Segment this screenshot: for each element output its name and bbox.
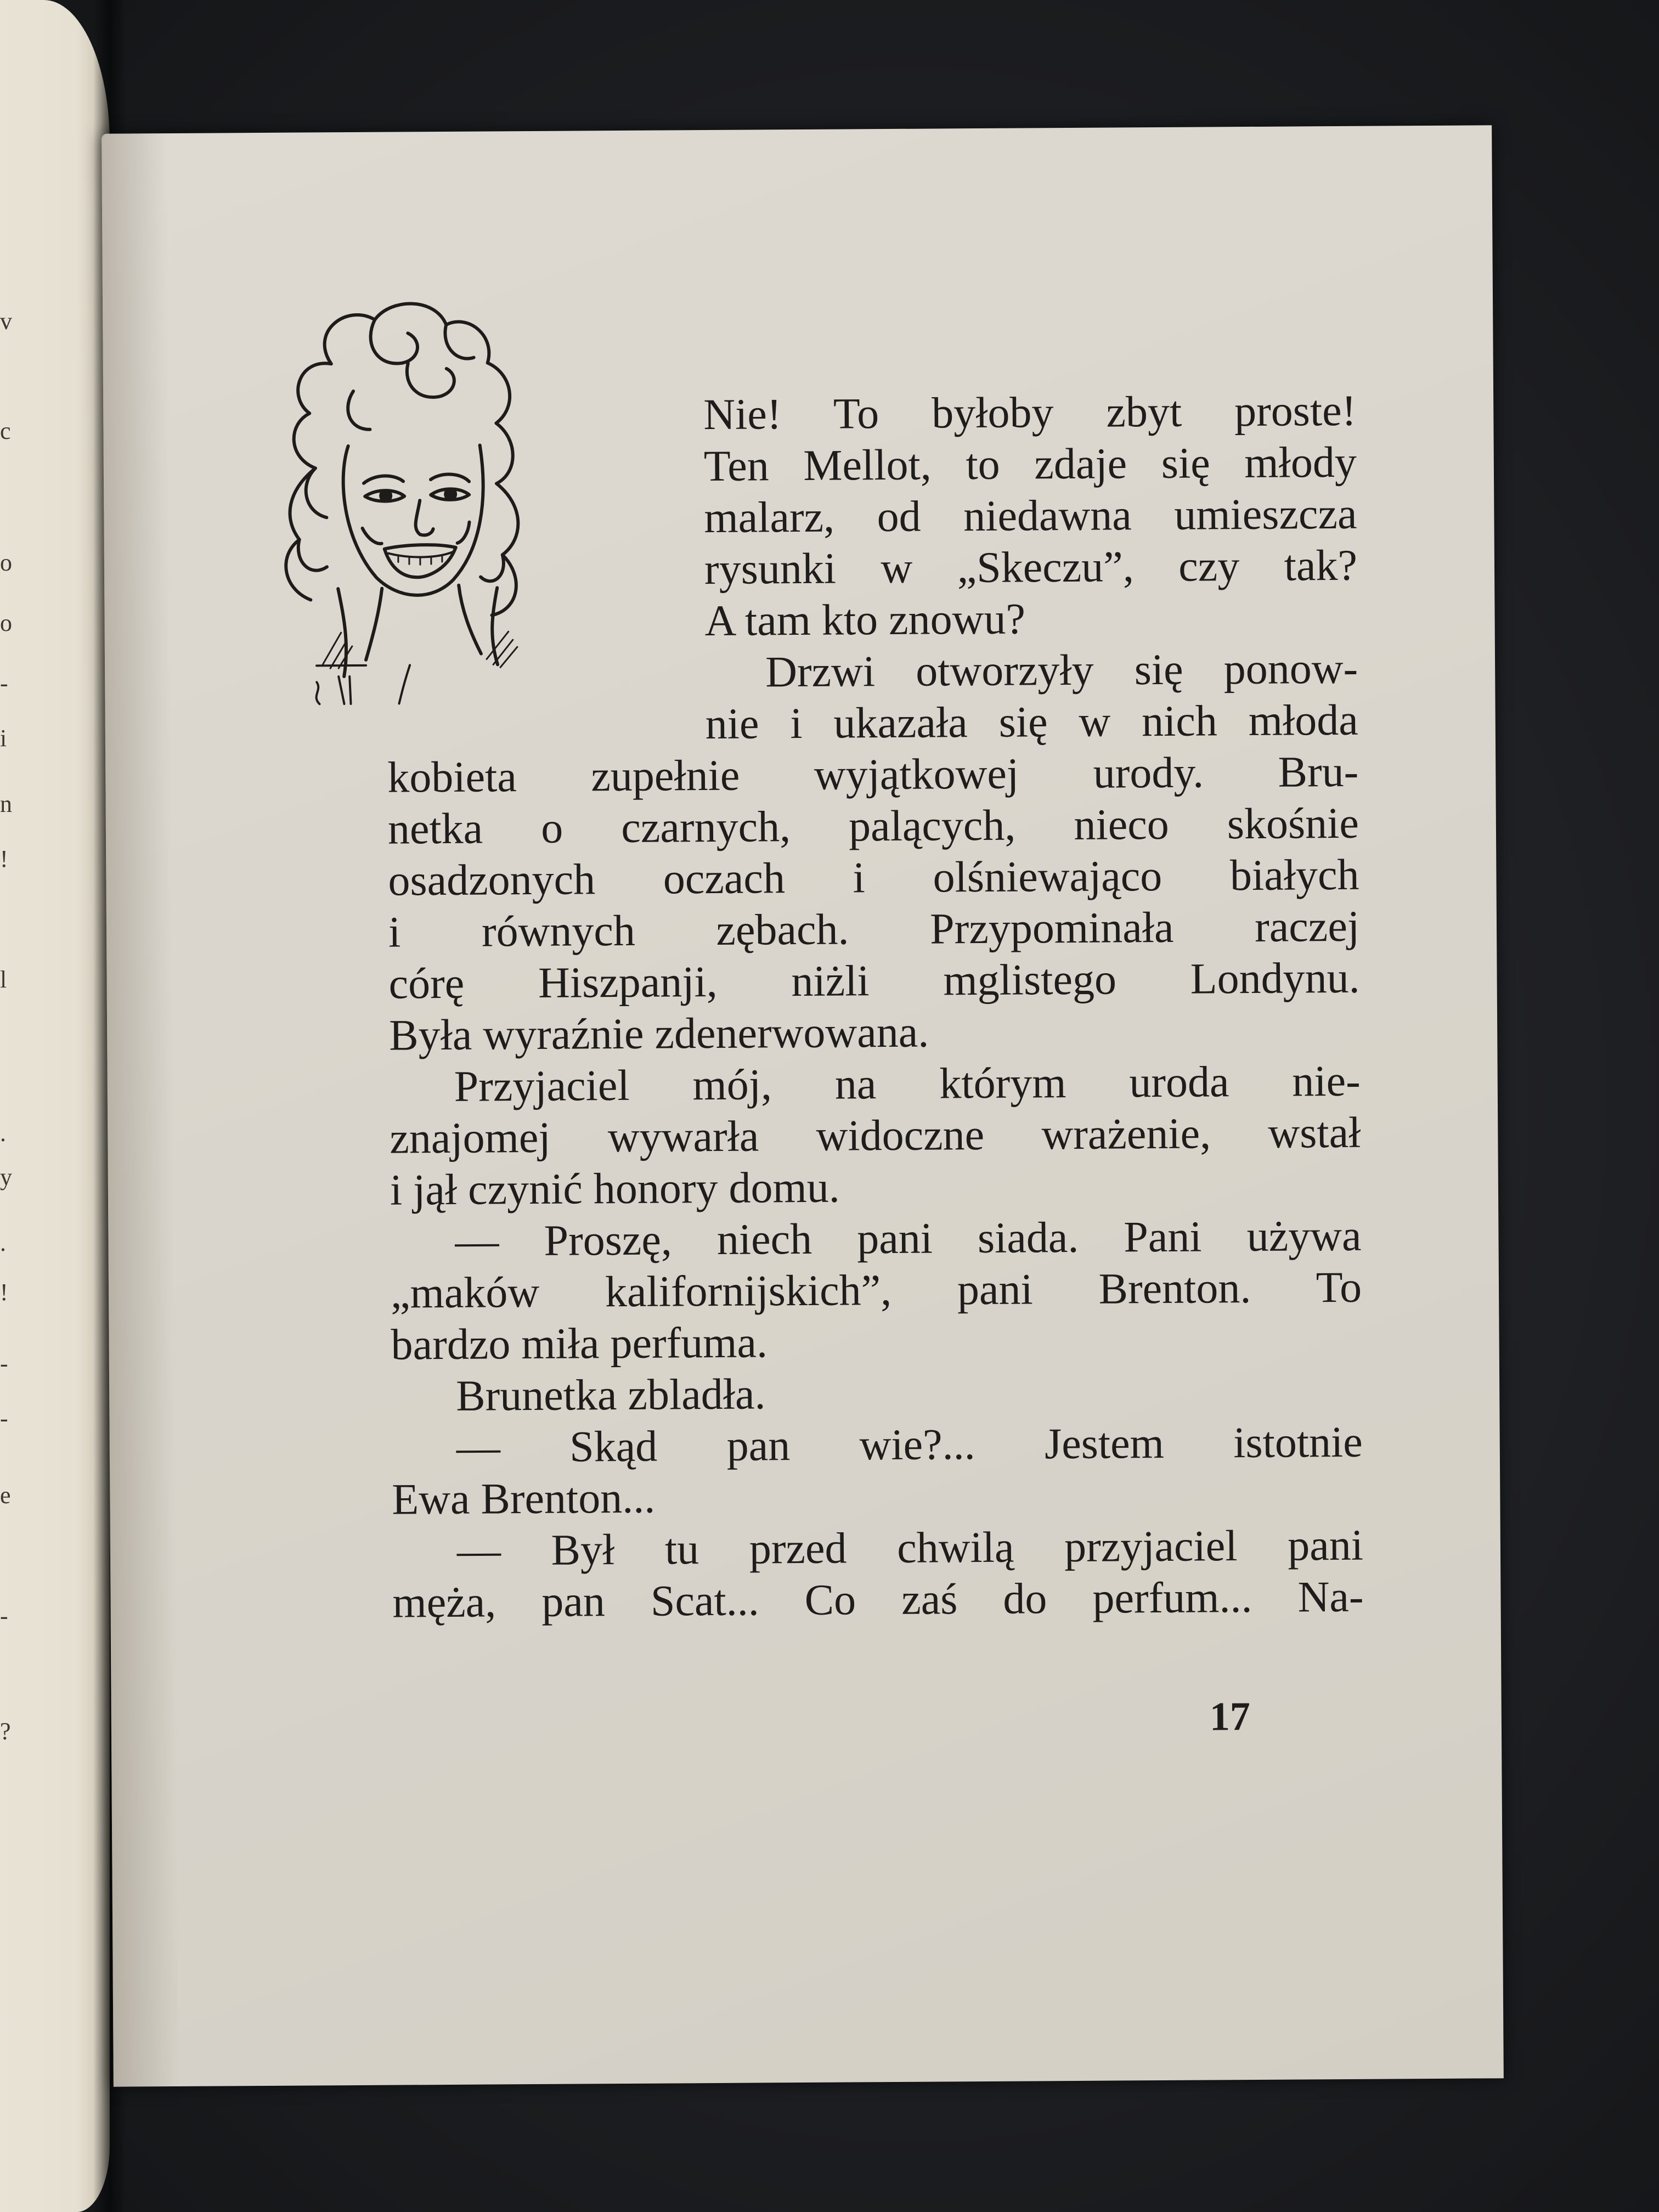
facing-page-glyph: v [0,308,12,335]
facing-page-glyph: ? [0,1718,11,1745]
facing-page-glyph: - [0,1405,8,1432]
text-line: nie i ukazała się w nich młoda [705,696,1358,749]
text-line: Ewa Brenton... [392,1474,656,1524]
facing-page-glyph: . [0,1229,6,1256]
page-inner-shade [101,133,179,2087]
text-line: „maków kalifornijskich”, pani Brenton. To [390,1263,1362,1318]
facing-page-glyph: ! [0,1279,8,1306]
facing-page-glyph: n [0,791,12,817]
text-line: męża, pan Scat... Co zaś do perfum... Na- [392,1572,1364,1627]
facing-page-glyph: i [0,725,7,752]
text-line: A tam kto znowu? [704,595,1026,646]
text-line: — Skąd pan wie?... Jestem istotnie [456,1418,1363,1472]
text-line: malarz, od niedawna umieszcza [704,489,1357,543]
book-page [101,125,1504,2086]
text-line: rysunki w „Skeczu”, czy tak? [704,541,1358,594]
facing-page-glyph: - [0,1350,8,1377]
text-line: Drzwi otworzyły się ponow- [765,644,1358,697]
facing-page-glyph: ! [0,845,8,872]
facing-page-glyph: e [0,1482,11,1509]
text-line: bardzo miła perfuma. [391,1318,768,1369]
text-line: i jął czynić honory domu. [390,1163,840,1215]
facing-page-glyph: . [0,1120,6,1147]
text-line: córę Hiszpanji, niżli mglistego Londynu. [388,953,1360,1008]
facing-page-glyph: - [0,670,8,697]
facing-page-glyph: y [0,1164,12,1190]
text-line: Przyjaciel mój, na którym uroda nie- [454,1057,1361,1111]
text-line: — Proszę, niech pani siada. Pani używa [455,1211,1362,1266]
text-line: kobieta zupełnie wyjątkowej urody. Bru- [387,747,1359,802]
text-line: Brunetka zbladła. [455,1370,766,1420]
page-number: 17 [1209,1694,1251,1740]
facing-page-glyph: c [0,417,11,444]
text-line: osadzonych oczach i olśniewająco białych [388,850,1359,905]
facing-page-glyph: l [0,966,7,993]
text-line: Nie! To byłoby zbyt proste! [703,386,1357,439]
facing-page-glyph: o [0,549,12,576]
text-line: znajomej wywarła widoczne wrażenie, wstał [390,1108,1361,1163]
facing-page-glyph: - [0,1602,8,1629]
text-line: Ten Mellot, to zdaje się młody [703,438,1357,491]
facing-page-glyph: o [0,610,12,636]
text-line: netka o czarnych, palących, nieco skośnie [387,799,1359,854]
text-line: i równych zębach. Przypominała raczej [388,902,1360,957]
page-text [385,385,1365,1796]
text-line: — Był tu przed chwilą przyjaciel pani [456,1521,1364,1575]
text-line: Była wyraźnie zdenerwowana. [388,1008,929,1060]
facing-page-text-fragments [0,0,22,2212]
